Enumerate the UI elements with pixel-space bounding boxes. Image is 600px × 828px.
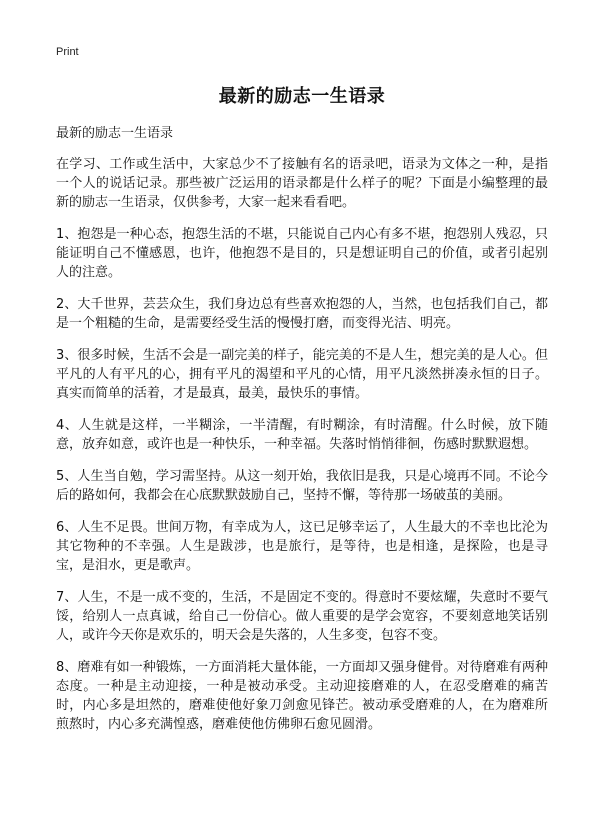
quote-paragraph-5: 5、人生当自勉，学习需坚持。从这一刻开始，我依旧是我，只是心境再不同。不论今后的路如何，我都会在心底默默鼓励自己，坚持不懈，等待那一场破茧的美丽。 [56,469,548,503]
document-subtitle: 最新的励志一生语录 [56,126,174,141]
quote-paragraph-4: 4、人生就是这样，一半糊涂，一半清醒，有时糊涂，有时清醒。什么时候，放下随意，放弃如意，或许也是一种快乐，一种幸福。失落时悄悄徘徊，伤感时默默遐想。 [56,418,548,452]
quote-paragraph-3: 3、很多时候，生活不会是一副完美的样子，能完美的不是人生，想完美的是人心。但平凡的人有平凡的心，拥有平凡的渴望和平凡的心情，用平凡淡然拼凑永恒的日子。真实而简单的活着，才是最真，最美，最快乐的事情。 [56,348,548,401]
quote-paragraph-2: 2、大千世界，芸芸众生，我们身边总有些喜欢抱怨的人，当然，也包括我们自己，都是一个粗糙的生命，是需要经受生活的慢慢打磨，而变得光洁、明亮。 [56,297,548,331]
quote-paragraph-7: 7、人生，不是一成不变的，生活，不是固定不变的。得意时不要炫耀，失意时不要气馁，给别人一点真诚，给自己一份信心。做人重要的是学会宽容，不要刻意地笑话别人，或许今天你是欢乐的，明天会是失落的，人生多变，包容不变。 [56,590,548,643]
quote-paragraph-1: 1、抱怨是一种心态，抱怨生活的不堪，只能说自己内心有多不堪，抱怨别人残忍，只能证明自己不懂感恩，也许，他抱怨不是目的，只是想证明自己的价值，或者引起别人的注意。 [56,227,548,280]
page-title: 最新的励志一生语录 [218,86,386,107]
quote-paragraph-6: 6、人生不足畏。世间万物，有幸成为人，这已足够幸运了，人生最大的不幸也比沦为其它物种的不幸强。人生是跋涉，也是旅行，是等待，也是相逢，是探险，也是寻宝，是泪水，更是歌声。 [56,520,548,573]
quote-paragraph-8: 8、磨难有如一种锻炼，一方面消耗大量体能，一方面却又强身健骨。对待磨难有两种态度。一种是主动迎接，一种是被动承受。主动迎接磨难的人，在忍受磨难的痛苦时，内心多是坦然的，磨难使他好象刀剑愈见锋芒。被动承受磨难的人，在为磨难所煎熬时，内心多充满惶惑，磨难使他仿佛卵石愈见圆滑。 [56,660,548,732]
intro-paragraph: 在学习、工作或生活中，大家总少不了接触有名的语录吧，语录为文体之一种，是指一个人的说话记录。那些被广泛运用的语录都是什么样子的呢？下面是小编整理的最新的励志一生语录，仅供参考，大家一起来看看吧。 [56,157,548,210]
print-link[interactable]: Print [56,46,79,58]
